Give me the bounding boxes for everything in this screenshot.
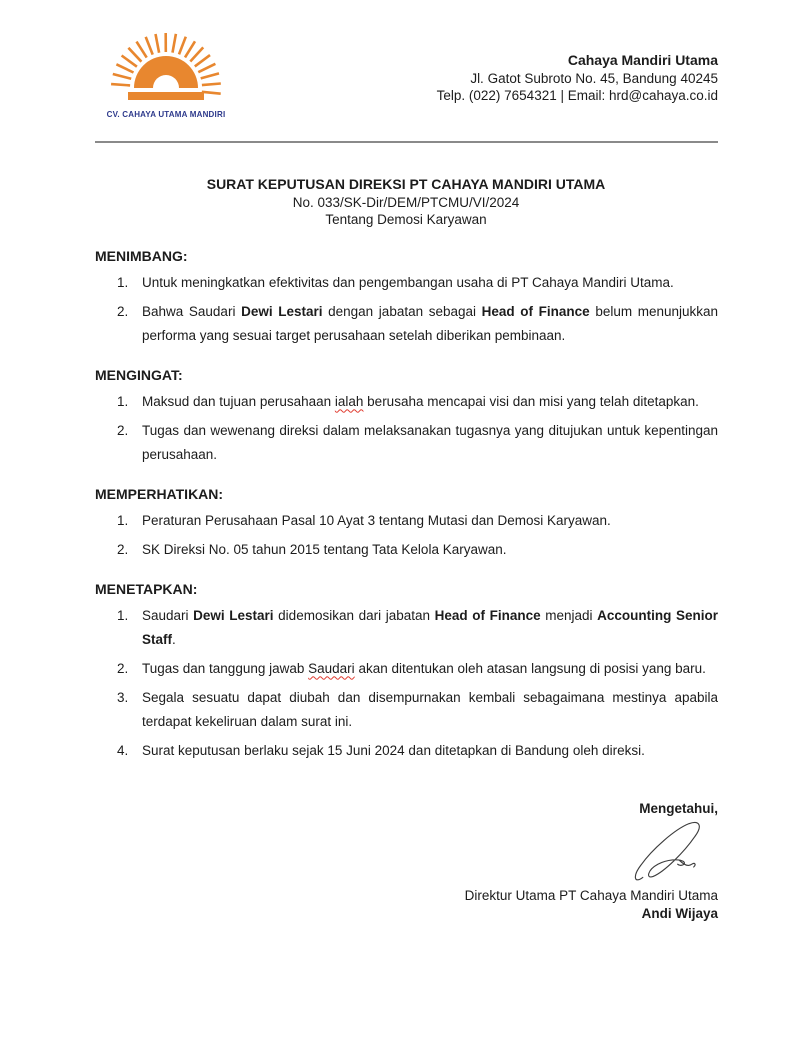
list-item-number: 1. <box>117 274 129 290</box>
list-item-number: 1. <box>117 607 129 623</box>
body-text: SK Direksi No. 05 tahun 2015 tentang Tata Kelola Karyawan. <box>142 541 507 557</box>
body-text: Maksud dan tujuan perusahaan <box>142 393 335 409</box>
list-item-number: 3. <box>117 689 129 705</box>
letterhead-divider <box>95 141 718 143</box>
company-contact: Telp. (022) 7654321 | Email: hrd@cahaya.co.id <box>436 88 718 103</box>
list-item-number: 2. <box>117 541 129 557</box>
list-item <box>95 300 718 348</box>
signature-block <box>95 801 718 923</box>
letter-number: No. 033/SK-Dir/DEM/PTCMU/VI/2024 <box>292 194 520 210</box>
body-text: Peraturan Perusahaan Pasal 10 Ayat 3 tentang Mutasi dan Demosi Karyawan. <box>142 512 611 528</box>
company-info <box>437 26 718 105</box>
list-item-number: 1. <box>117 512 129 528</box>
body-text: akan ditentukan oleh atasan langsung di posisi yang baru. <box>354 660 706 676</box>
list-item <box>95 538 718 562</box>
body-text: menjadi <box>540 607 598 623</box>
list-item <box>95 739 718 763</box>
company-logo <box>100 26 232 119</box>
body-text: Tugas dan tanggung jawab <box>142 660 309 676</box>
list-item-number: 2. <box>117 303 129 319</box>
section-heading: MENIMBANG: <box>95 247 188 264</box>
body-text: Surat keputusan berlaku sejak 15 Juni 2024 dan ditetapkan di Bandung oleh direksi. <box>142 742 645 758</box>
list-item <box>95 419 718 467</box>
section-heading: MENETAPKAN: <box>95 580 198 597</box>
sunrise-logo-icon <box>100 26 232 104</box>
body-text: Segala sesuatu dapat diubah dan disempurnakan kembali sebagaimana mestinya apabila terdapat kekeliruan dalam surat ini. <box>142 689 718 729</box>
letter-title-block <box>0 176 812 229</box>
letter-section <box>95 581 718 763</box>
letter-section <box>95 248 718 348</box>
signatory-name: Andi Wijaya <box>641 905 718 921</box>
list-item <box>95 390 718 414</box>
list-item <box>95 657 718 681</box>
letter-title: SURAT KEPUTUSAN DIREKSI PT CAHAYA MANDIRI UTAMA <box>206 176 606 192</box>
body-text: . <box>172 631 176 647</box>
body-text: Tugas dan wewenang direksi dalam melaksanakan tugasnya yang ditujukan untuk kepentingan perusahaan. <box>142 422 718 462</box>
body-text: dengan jabatan sebagai <box>322 303 482 319</box>
bold-text: Dewi Lestari <box>193 607 274 623</box>
letter-section <box>95 367 718 467</box>
handwritten-signature <box>628 818 716 884</box>
bold-text: Accounting Senior Staff <box>142 607 718 647</box>
list-item-number: 2. <box>117 660 129 676</box>
list-item <box>95 271 718 295</box>
bold-text: Head of Finance <box>481 303 590 319</box>
body-text: belum menunjukkan performa yang sesuai target perusahaan setelah diberikan pembinaan. <box>142 303 719 343</box>
misspelled-word: Saudari <box>308 660 355 676</box>
list-item <box>95 686 718 734</box>
list-item-number: 1. <box>117 393 129 409</box>
body-text: Saudari <box>142 607 194 623</box>
bold-text: Dewi Lestari <box>241 303 323 319</box>
body-text: Bahwa Saudari <box>142 303 242 319</box>
list-item-number: 2. <box>117 422 129 438</box>
signatory-position: Direktur Utama PT Cahaya Mandiri Utama <box>464 887 718 903</box>
body-text: Untuk meningkatkan efektivitas dan pengembangan usaha di PT Cahaya Mandiri Utama. <box>142 274 674 290</box>
misspelled-word: ialah <box>334 393 364 409</box>
list-item-number: 4. <box>117 742 129 758</box>
company-address: Jl. Gatot Subroto No. 45, Bandung 40245 <box>470 70 718 86</box>
company-name: Cahaya Mandiri Utama <box>567 52 718 68</box>
section-heading: MENGINGAT: <box>95 366 183 383</box>
body-text: didemosikan dari jabatan <box>273 607 435 623</box>
signature-salutation: Mengetahui, <box>639 800 718 816</box>
letterhead <box>0 0 812 119</box>
letter-subject: Tentang Demosi Karyawan <box>325 212 487 227</box>
logo-caption: CV. CAHAYA UTAMA MANDIRI <box>106 109 226 120</box>
list-item <box>95 509 718 533</box>
section-heading: MEMPERHATIKAN: <box>95 485 224 502</box>
bold-text: Head of Finance <box>434 607 541 623</box>
letter-section <box>95 486 718 562</box>
letter-body <box>95 248 718 763</box>
list-item <box>95 604 718 652</box>
body-text: berusaha mencapai visi dan misi yang telah ditetapkan. <box>363 393 699 409</box>
